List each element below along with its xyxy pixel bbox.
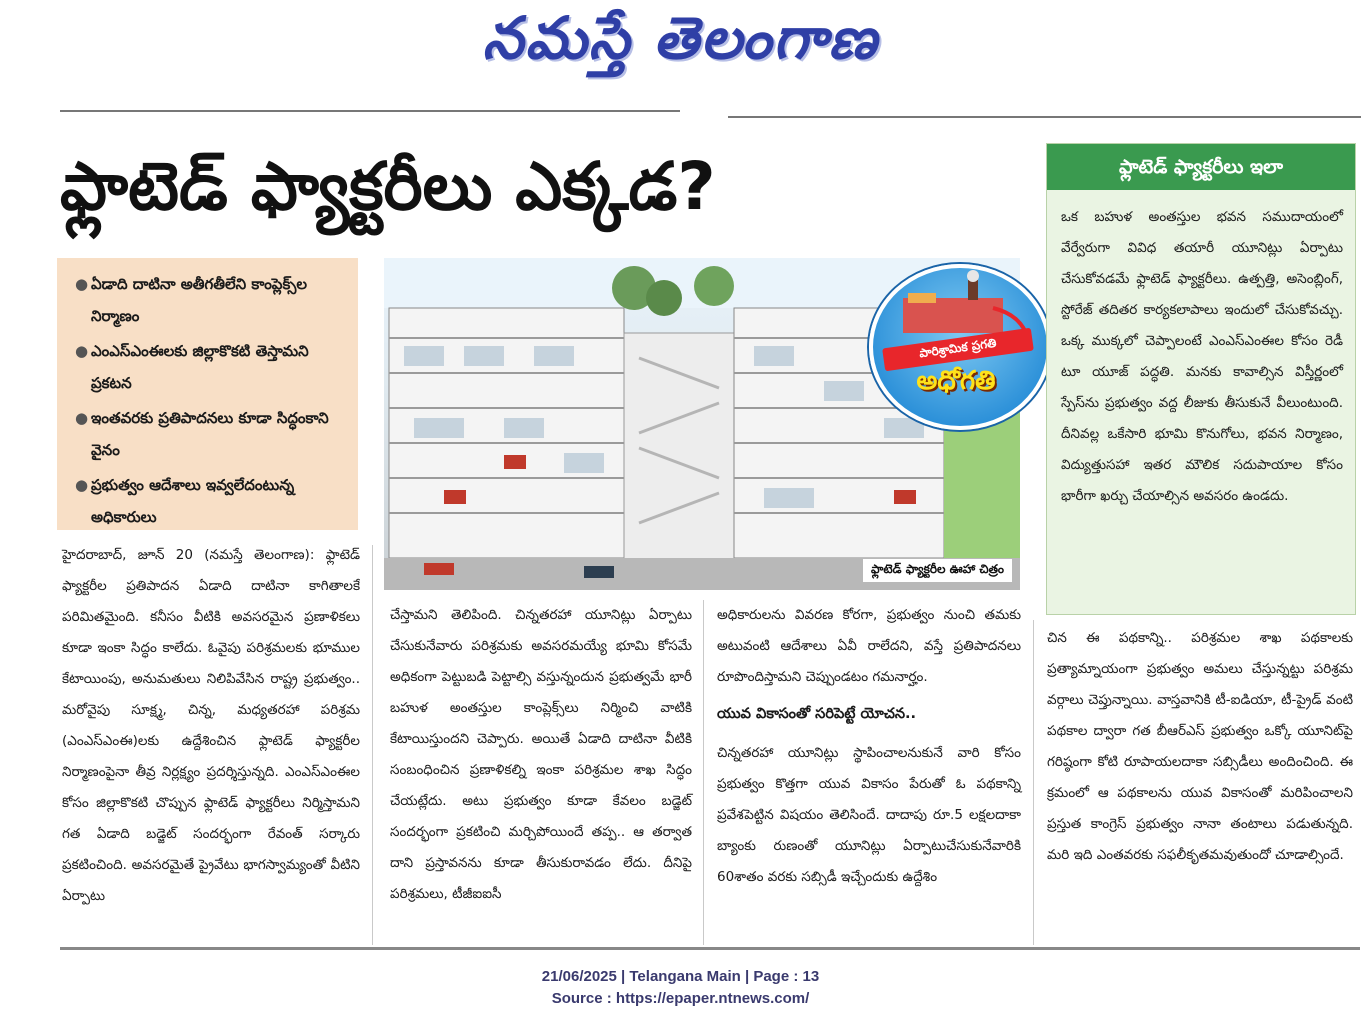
highlight-text: ఇంతవరకు ప్రతిపాదనలు కూడా సిద్ధంకాని వైనం: [91, 409, 329, 459]
explainer-sidebar: [1046, 143, 1356, 615]
series-badge: [869, 264, 1051, 430]
bullet-icon: ●: [75, 275, 89, 293]
column-divider: [372, 545, 373, 945]
column-3-subheading: యువ వికాసంతో సరిపెట్టే యోచన..: [717, 706, 917, 722]
bullet-icon: ●: [75, 476, 89, 494]
bullet-icon: ●: [75, 342, 89, 360]
photo-caption: ఫ్లాటెడ్ ఫ్యాక్టరీల ఊహా చిత్రం: [863, 559, 1012, 582]
highlight-text: ఎంఎస్‌ఎంఈలకు జిల్లాకొకటి తెస్తామని ప్రకటన: [91, 342, 309, 392]
column-divider: [1033, 620, 1034, 945]
highlights-box: [57, 258, 358, 530]
bullet-icon: ●: [75, 409, 89, 427]
highlight-item: [75, 335, 350, 399]
source-link[interactable]: Source : https://epaper.ntnews.com/: [551, 990, 810, 1007]
article-column-2: చేస్తామని తెలిపింది. చిన్నతరహా యూనిట్లు ఏర్పాటు చేసుకునేవారు పరిశ్రమకు అవసరమయ్యే భూమి కోసమే అధికంగా పెట్టుబడి పెట్టాల్సి వస్తున్నందున ప్రభుత్వమే భారీ బహుళ అంతస్తుల కాంప్లెక్స్‌లు నిర్మించి వాటికి కేటాయిస్తుందని చెప్పారు. అయితే ఏడాది దాటినా వీటికి సంబంధించిన ప్రణాళికల్ని ఇంకా పరిశ్రమల శాఖ సిద్ధం చేయట్లేదు. అటు ప్రభుత్వం కూడా కేవలం బడ్జెట్ సందర్భంగా ప్రకటించి మర్చిపోయిందే తప్ప.. ఆ తర్వాత దాని ప్రస్తావనను కూడా తీసుకురావడం లేదు. దీనిపై పరిశ్రమలు, టీజీఐఐసీ: [390, 607, 692, 902]
newspaper-masthead: నమస్తే తెలంగాణ: [482, 4, 879, 72]
column-divider: [703, 600, 704, 945]
footer-divider: [60, 947, 1360, 950]
column-3-paragraph-2: చిన్నతరహా యూనిట్లు స్థాపించాలనుకునే వారి కోసం ప్రభుత్వం కొత్తగా యువ వికాసం పేరుతో ఓ పథకాన్ని ప్రవేశపెట్టిన విషయం తెలిసిందే. దాదాపు రూ.5 లక్షలదాకా బ్యాంకు రుణంతో యూనిట్లు ఏర్పాటుచేసుకునేవారికి 60శాతం వరకు సబ్సిడీ ఇచ్చేందుకు ఉద్దేశిం: [717, 745, 1021, 885]
highlight-item: [75, 469, 350, 533]
highlight-text: ఏడాది దాటినా అతీగతీలేని కాంప్లెక్స్‌ల నిర్మాణం: [91, 275, 308, 325]
article-column-4: చిన ఈ పథకాన్ని.. పరిశ్రమల శాఖ పథకాలకు ప్రత్యామ్నాయంగా ప్రభుత్వం అమలు చేస్తున్నట్టు పరిశ్రమ వర్గాలు చెప్తున్నాయి. వాస్తవానికి టీ-ఐడియా, టీ-ప్రైడ్ వంటి పథకాల ద్వారా గత బీఆర్‌ఎస్ ప్రభుత్వం ఒక్కో యూనిట్‌పై గరిష్ఠంగా కోటి రూపాయలదాకా సబ్సిడీలు అందించింది. ఈ క్రమంలో ఆ పథకాలను యువ వికాసంతో మరిపించాలని ప్రస్తుత కాంగ్రెస్ ప్రభుత్వం నానా తంటాలు పడుతున్నది. మరి ఇది ఎంతవరకు సఫలీకృతమవుతుందో చూడాల్సిందే.: [1047, 630, 1353, 863]
badge-title: అధోగతి: [916, 366, 996, 396]
highlight-item: [75, 402, 350, 466]
sidebar-title: ఫ్లాటెడ్ ఫ్యాక్టరీలు ఇలా: [1047, 144, 1355, 190]
header-divider-right: [728, 116, 1361, 118]
sidebar-body: ఒక బహుళ అంతస్తుల భవన సముదాయంలో వేర్వేరుగా వివిధ తయారీ యూనిట్లు ఏర్పాటు చేసుకోవడమే ఫ్లాటెడ్ ఫ్యాక్టరీలు. ఉత్పత్తి, అసెంబ్లింగ్, స్టోరేజ్ తదితర కార్యకలాపాలు ఇందులో చేసుకోవచ్చు. ఒక్క ముక్కలో చెప్పాలంటే ఎంఎస్‌ఎంఈల కోసం రెడీ టూ యూజ్ పద్ధతి. మనకు కావాల్సిన విస్తీర్ణంలో స్పేస్‌ను ప్రభుత్వం వద్ద లీజుకు తీసుకునే వీలుంటుంది. దీనివల్ల ఒకేసారి భూమి కొనుగోలు, భవన నిర్మాణం, విద్యుత్తుసహా ఇతర మౌలిక సదుపాయాల కోసం భారీగా ఖర్చు చేయాల్సిన అవసరం ఉండదు.: [1061, 209, 1343, 504]
article-headline: ఫ్లాటెడ్ ఫ్యాక్టరీలు ఎక్కడ?: [60, 148, 716, 225]
highlight-item: [75, 268, 350, 332]
article-column-1: హైదరాబాద్, జూన్ 20 (నమస్తే తెలంగాణ): ఫ్లాటెడ్ ఫ్యాక్టరీల ప్రతిపాదన ఏడాది దాటినా కాగితాలకే పరిమితమైంది. కనీసం వీటికి అవసరమైన ప్రణాళికలు కూడా ఇంకా సిద్ధం కాలేదు. ఓవైపు పరిశ్రమలకు భూముల కేటాయింపు, అనుమతులు నిలిపివేసిన రాష్ట్ర ప్రభుత్వం.. మరోవైపు సూక్ష్మ, చిన్న, మధ్యతరహా పరిశ్రమ (ఎంఎస్‌ఎంఈ)లకు ఉద్దేశించిన ఫ్లాటెడ్ ఫ్యాక్టరీల నిర్మాణంపైనా తీవ్ర నిర్లక్ష్యం ప్రదర్శిస్తున్నది. ఎంఎస్‌ఎంఈల కోసం జిల్లాకొకటి చొప్పున ఫ్లాటెడ్ ఫ్యాక్టరీలు నిర్మిస్తామని గత ఏడాది బడ్జెట్ సందర్భంగా రేవంత్ సర్కారు ప్రకటించింది. అవసరమైతే ప్రైవేటు భాగస్వామ్యంతో వీటిని ఏర్పాటు: [62, 547, 360, 904]
edition-info: 21/06/2025 | Telangana Main | Page : 13: [541, 968, 820, 985]
highlight-text: ప్రభుత్వం ఆదేశాలు ఇవ్వలేదంటున్న అధికారులు: [91, 476, 295, 526]
badge-subtitle: పారిశ్రామిక ప్రగతి: [882, 328, 1034, 372]
column-3-paragraph-1: అధికారులను వివరణ కోరగా, ప్రభుత్వం నుంచి తమకు అటువంటి ఆదేశాలు ఏవీ రాలేదని, వస్తే ప్రతిపాదనలు రూపొందిస్తామని చెప్పుండటం గమనార్హం.: [717, 607, 1021, 685]
header-divider-left: [60, 110, 680, 112]
article-column-3: [717, 600, 1021, 893]
